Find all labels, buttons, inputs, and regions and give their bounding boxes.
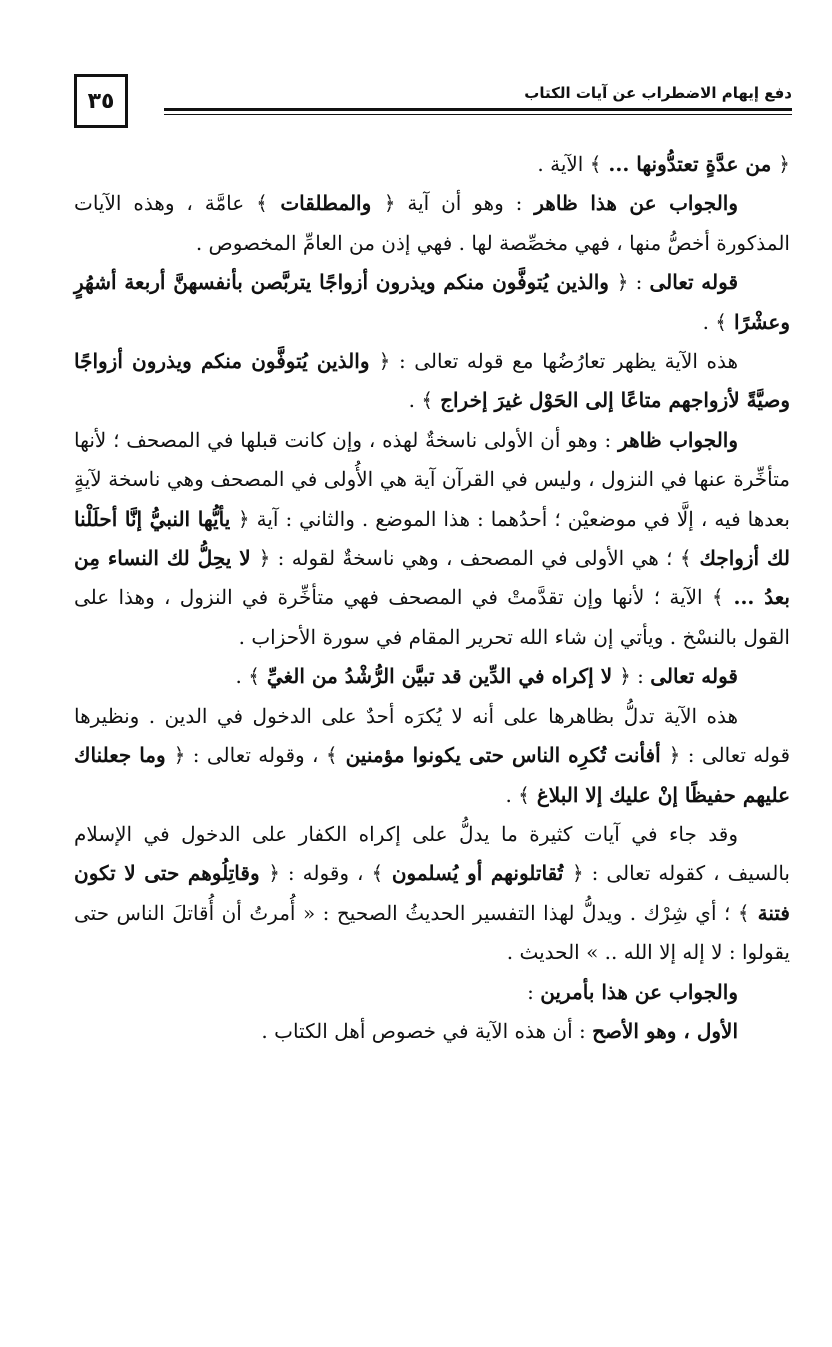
answer-lead: والجواب ظاهر	[618, 427, 739, 452]
paragraph-5: والجواب ظاهر : وهو أن الأولى ناسخةٌ لهذه ، وإن كانت قبلها في المصحف ؛ لأنها متأخِّرة عنها في النزول ، وليس في القرآن آية هي الأُولى في المصحف وهي ناسخة لآيةٍ بعدها فيه ، إلَّا في موضعيْن ؛ أحدُهما : هذا الموضع . والثاني : آية ﴿ يأيُّها النبيُّ إنَّا أحلَلْنا لك أزواجك ﴾ ؛ هي الأولى في المصحف ، وهي ناسخةٌ لقوله : ﴿ لا يحِلُّ لك النساء مِن بعدُ ... ﴾ الآية ؛ لأنها وإن تقدَّمتْ في المصحف فهي متأخِّرة في النزول ، وهذا على القول بالنسْخ . ويأتي إن شاء الله تحرير المقام في سورة الأحزاب .	[74, 427, 791, 649]
paragraph-4: هذه الآية يظهر تعارُضُها مع قوله تعالى : ﴿ والذين يُتوفَّون منكم ويذرون أزواجًا وصيَّةً لأزواجهم متاعًا إلى الحَوْل غيرَ إخراج ﴾ .	[74, 349, 790, 413]
verse-lead: قوله تعالى	[649, 270, 739, 295]
quran-verse: ﴿ والذين يُتوفَّون منكم ويذرون أزواجًا يتربَّصن بأنفسهنَّ أربعة أشهُرٍ وعشْرًا ﴾	[74, 270, 790, 334]
quran-verse: ﴿ والمطلقات ﴾	[256, 191, 396, 216]
header-rule-thin	[164, 114, 792, 115]
point-lead: الأول ، وهو الأصح	[592, 1018, 738, 1043]
quran-verse: ﴿ يأيُّها النبيُّ إنَّا أحلَلْنا لك أزواجك ﴾	[74, 506, 791, 571]
paragraph-9: والجواب عن هذا بأمرين :	[527, 979, 738, 1004]
running-title: دفع إيهام الاضطراب عن آيات الكتاب	[524, 84, 792, 102]
verse-lead: قوله تعالى	[650, 664, 738, 689]
quran-verse: ﴿ أفأنت تُكرِه الناس حتى يكونوا مؤمنين ﴾	[325, 743, 681, 768]
page-number: ٣٥	[74, 74, 128, 128]
answer-lead: والجواب عن هذا بأمرين	[540, 979, 738, 1004]
paragraph-6: قوله تعالى : ﴿ لا إكراه في الدِّين قد تبيَّن الرُّشْدُ من الغيِّ ﴾ .	[235, 664, 738, 689]
paragraph-8: وقد جاء في آيات كثيرة ما يدلُّ على إكراه الكفار على الدخول في الإسلام بالسيف ، كقوله تعالى : ﴿ تُقاتلونهم أو يُسلمون ﴾ ، وقوله : ﴿ وقاتِلُوهم حتى لا تكون فتنة ﴾ ؛ أي شِرْك . ويدلُّ لهذا التفسير الحديثُ الصحيح : « أُمرتُ أن أُقاتلَ الناس حتى يقولوا : لا إله إلا الله .. » الحديث .	[74, 821, 790, 965]
paragraph-3: قوله تعالى : ﴿ والذين يُتوفَّون منكم ويذرون أزواجًا يتربَّصن بأنفسهنَّ أربعة أشهُرٍ وعشْرًا ﴾ .	[74, 270, 790, 334]
quran-verse: ﴿ والذين يُتوفَّون منكم ويذرون أزواجًا وصيَّةً لأزواجهم متاعًا إلى الحَوْل غيرَ إخراج ﴾	[74, 349, 790, 413]
quran-verse: ﴿ وما جعلناك عليهم حفيظًا إنْ عليك إلا البلاغ ﴾	[74, 743, 790, 807]
answer-lead: والجواب عن هذا ظاهر	[534, 191, 739, 216]
quran-verse: ﴿ تُقاتلونهم أو يُسلمون ﴾	[371, 861, 584, 886]
quran-verse: ﴿ لا يحِلُّ لك النساء مِن بعدُ ... ﴾	[74, 546, 790, 610]
header-rule	[164, 108, 792, 111]
page-body	[74, 145, 790, 1051]
paragraph-7: هذه الآية تدلُّ بظاهرها على أنه لا يُكرَه أحدٌ على الدخول في الدين . ونظيرها قوله تعالى : ﴿ أفأنت تُكرِه الناس حتى يكونوا مؤمنين ﴾ ، وقوله تعالى : ﴿ وما جعلناك عليهم حفيظًا إنْ عليك إلا البلاغ ﴾ .	[74, 703, 791, 807]
quran-verse: ﴿ لا إكراه في الدِّين قد تبيَّن الرُّشْدُ من الغيِّ ﴾	[248, 664, 631, 689]
paragraph-10: الأول ، وهو الأصح : أن هذه الآية في خصوص أهل الكتاب .	[261, 1018, 738, 1043]
quran-verse: ﴿ من عدَّةٍ تعتدُّونها ... ﴾	[589, 152, 790, 176]
quran-verse: ﴿ وقاتِلُوهم حتى لا تكون فتنة ﴾	[74, 861, 790, 925]
page-header	[74, 74, 792, 136]
paragraph-1: ﴿ من عدَّةٍ تعتدُّونها ... ﴾ الآية .	[537, 152, 790, 176]
paragraph-2: والجواب عن هذا ظاهر : وهو أن آية ﴿ والمطلقات ﴾ عامَّة ، وهذه الآيات المذكورة أخصُّ منها ، فهي مخصِّصة لها . فهي إذن من العامِّ المخصوص .	[74, 191, 790, 255]
